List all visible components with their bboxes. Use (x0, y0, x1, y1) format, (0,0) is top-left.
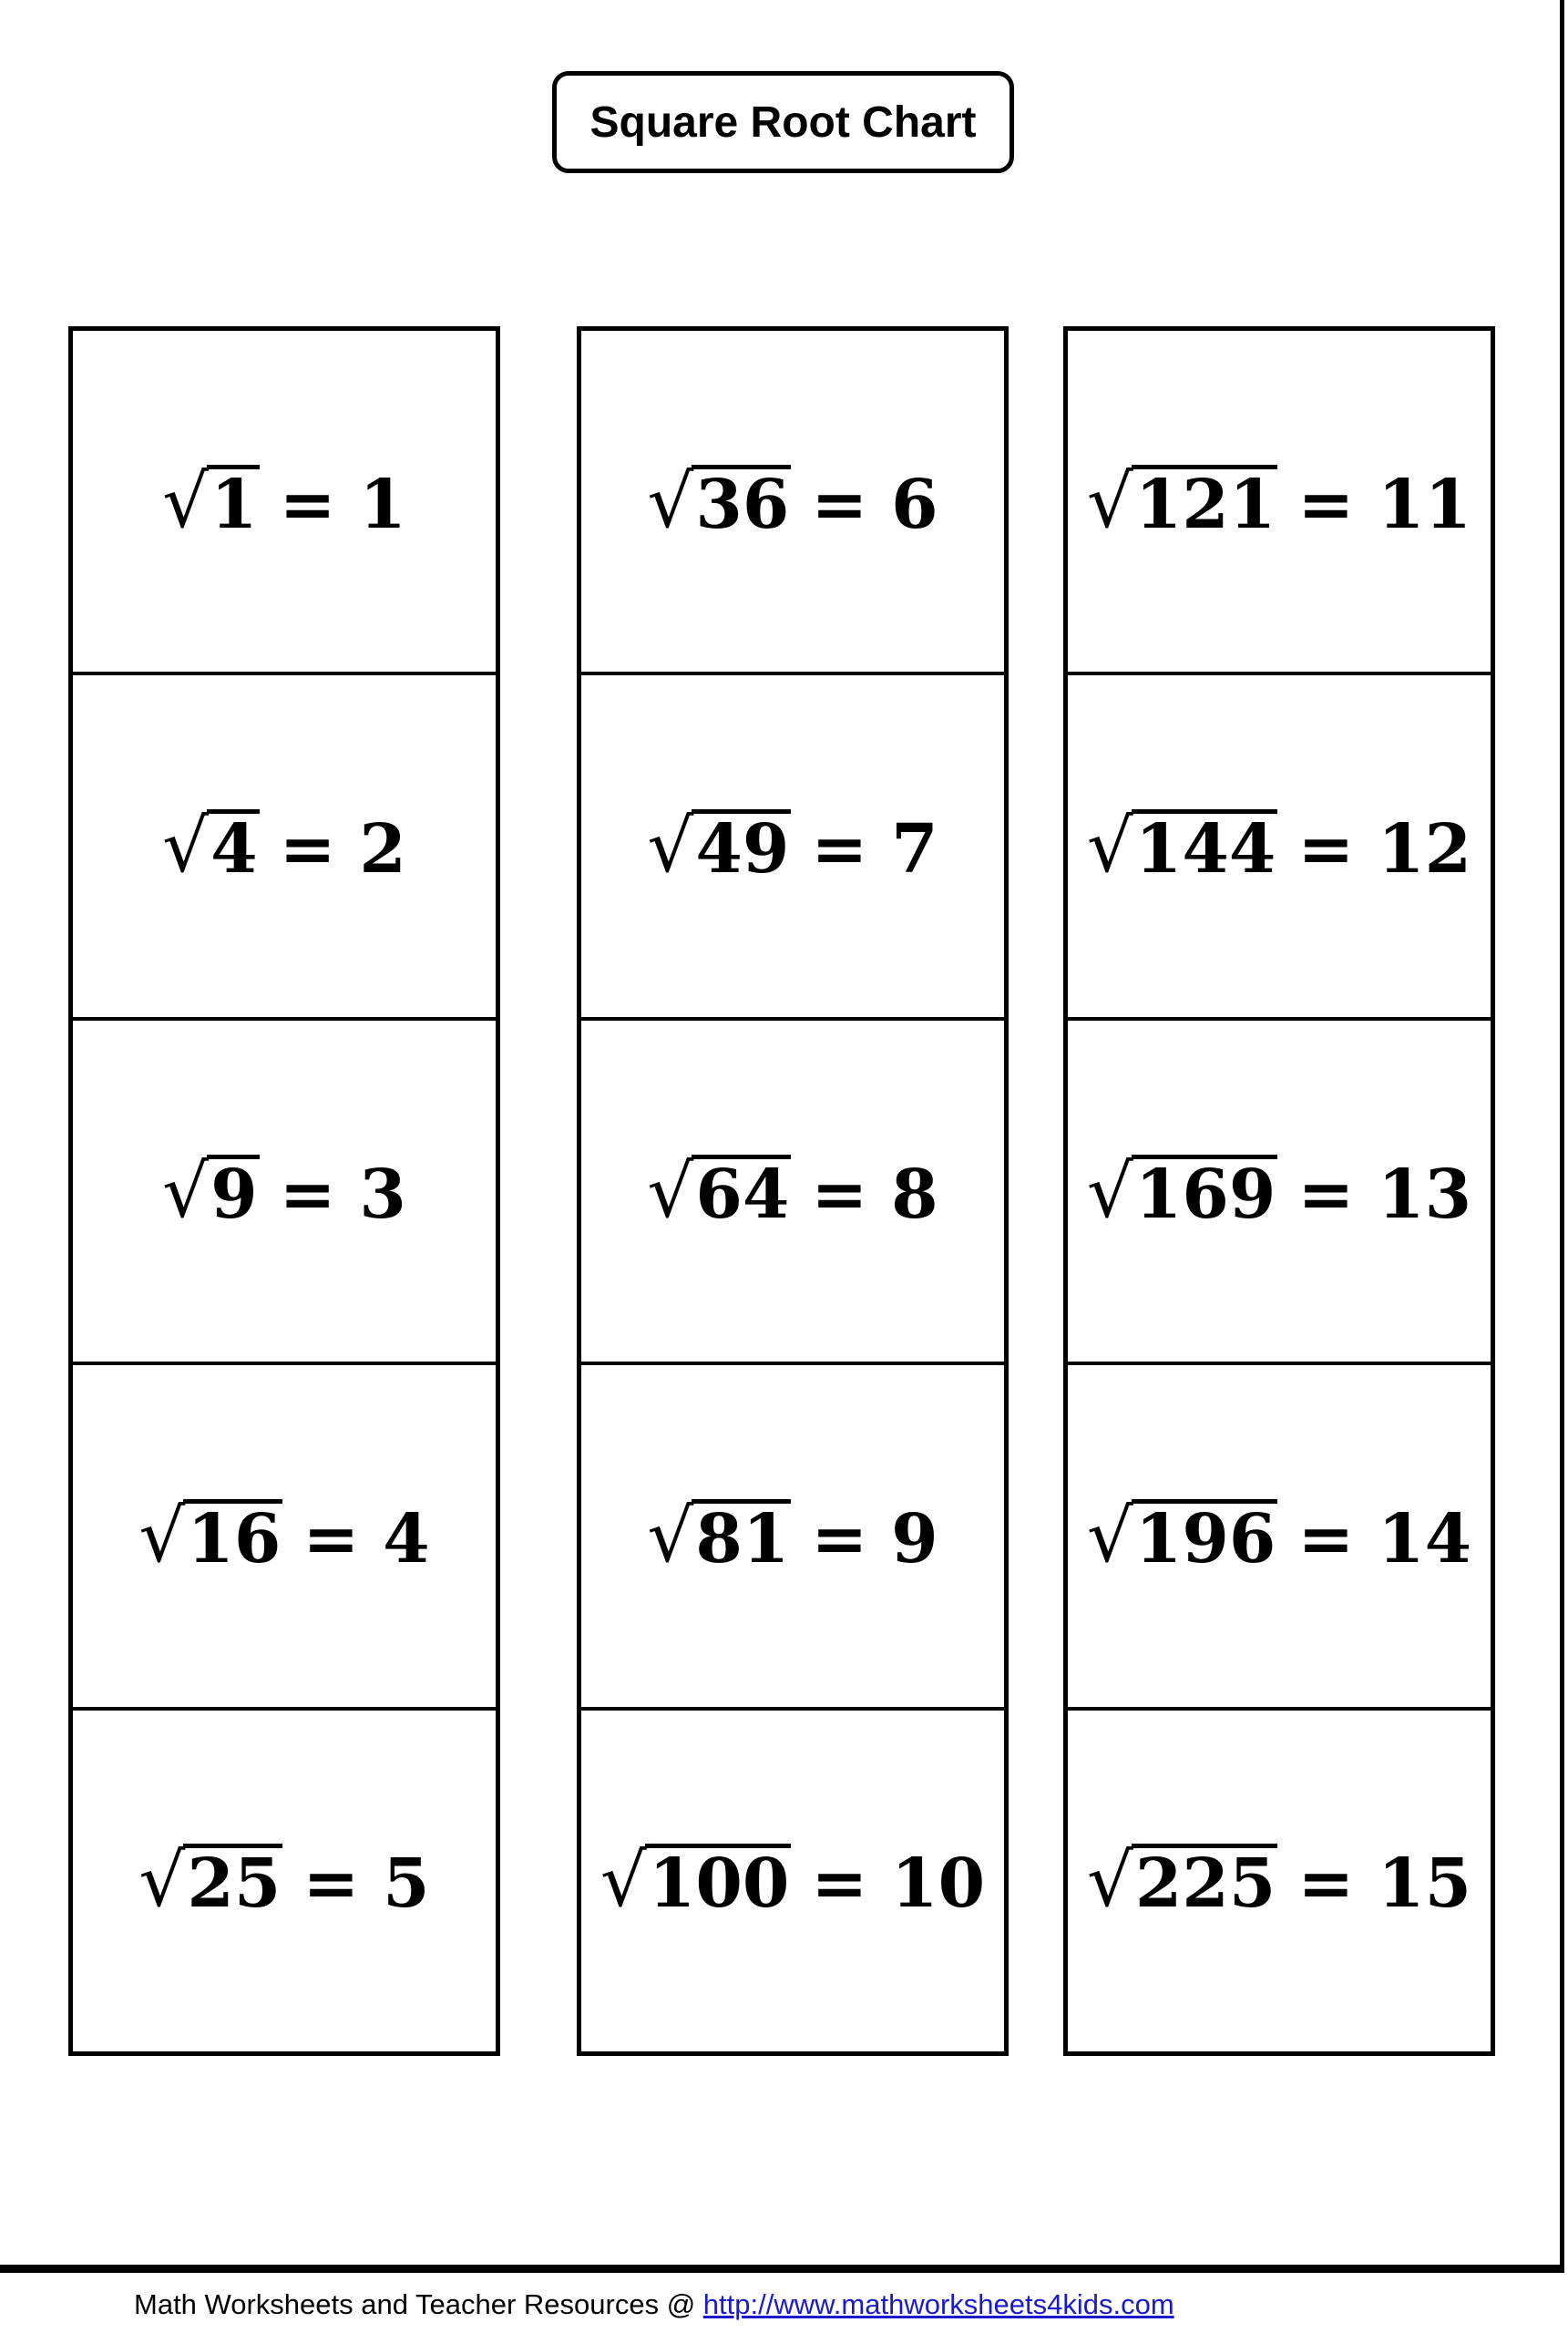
square-root-icon: √ (647, 804, 694, 889)
root-result: = 5 (302, 1845, 430, 1924)
root-equation (162, 1148, 406, 1234)
square-root-icon: √ (647, 1493, 694, 1578)
root-result: = 8 (811, 1155, 938, 1234)
radicand: 100 (645, 1844, 791, 1917)
square-root-icon: √ (1086, 1148, 1133, 1234)
root-cell (1068, 1711, 1491, 2051)
root-equation (138, 1493, 430, 1578)
radicand: 4 (207, 809, 260, 883)
root-equation (600, 1838, 986, 1924)
root-result: = 15 (1297, 1845, 1472, 1924)
footer-credit (134, 2288, 1174, 2321)
footer-link[interactable]: http://www.mathworksheets4kids.com (702, 2288, 1174, 2320)
root-column-1 (68, 326, 500, 2056)
root-equation (1086, 1493, 1472, 1578)
root-result: = 14 (1297, 1499, 1472, 1578)
radicand: 225 (1132, 1844, 1277, 1917)
square-root-icon: √ (1086, 804, 1133, 889)
root-cell (581, 1021, 1004, 1365)
root-result: = 1 (279, 465, 406, 544)
radicand: 81 (692, 1499, 791, 1573)
root-equation (1086, 458, 1472, 544)
square-root-icon: √ (1086, 458, 1133, 544)
root-cell (1068, 1365, 1491, 1710)
root-equation (647, 804, 938, 889)
root-result: = 9 (811, 1499, 938, 1578)
root-cell (581, 1711, 1004, 2051)
root-cell (73, 1711, 496, 2051)
radicand: 169 (1132, 1155, 1277, 1228)
square-root-icon: √ (647, 1148, 694, 1234)
root-result: = 4 (302, 1499, 430, 1578)
square-root-icon: √ (647, 458, 694, 544)
root-equation (1086, 804, 1472, 889)
root-result: = 6 (811, 465, 938, 544)
root-result: = 10 (811, 1845, 986, 1924)
root-column-3 (1063, 326, 1495, 2056)
square-root-icon: √ (1086, 1838, 1133, 1924)
root-equation (162, 804, 406, 889)
root-equation (1086, 1838, 1472, 1924)
root-cell (581, 1365, 1004, 1710)
square-root-icon: √ (162, 458, 210, 544)
root-result: = 7 (811, 810, 938, 889)
root-cell (73, 1021, 496, 1365)
square-root-icon: √ (138, 1493, 186, 1578)
root-result: = 13 (1297, 1155, 1472, 1234)
radicand: 9 (207, 1155, 260, 1228)
root-cell (1068, 331, 1491, 675)
root-equation (647, 1493, 938, 1578)
radicand: 121 (1132, 465, 1277, 539)
root-result: = 2 (279, 810, 406, 889)
square-root-icon: √ (162, 804, 210, 889)
footer-text: Math Worksheets and Teacher Resources @ (134, 2288, 703, 2320)
root-cell (1068, 1021, 1491, 1365)
radicand: 36 (692, 465, 791, 539)
radicand: 16 (183, 1499, 282, 1573)
root-equation (647, 1148, 938, 1234)
square-root-icon: √ (1086, 1493, 1133, 1578)
radicand: 64 (692, 1155, 791, 1228)
radicand: 25 (183, 1844, 282, 1917)
root-equation (138, 1838, 430, 1924)
root-result: = 12 (1297, 810, 1472, 889)
square-root-icon: √ (138, 1838, 186, 1924)
radicand: 196 (1132, 1499, 1277, 1573)
root-cell (581, 675, 1004, 1020)
square-root-icon: √ (600, 1838, 647, 1924)
root-result: = 3 (279, 1155, 406, 1234)
root-cell (73, 675, 496, 1020)
root-column-2 (577, 326, 1009, 2056)
root-equation (1086, 1148, 1472, 1234)
square-root-icon: √ (162, 1148, 210, 1234)
root-equation (162, 458, 406, 544)
root-cell (581, 331, 1004, 675)
root-equation (647, 458, 938, 544)
root-result: = 11 (1297, 465, 1472, 544)
root-cell (73, 1365, 496, 1710)
radicand: 144 (1132, 809, 1277, 883)
radicand: 49 (692, 809, 791, 883)
root-cell (1068, 675, 1491, 1020)
page-title: Square Root Chart (552, 71, 1014, 173)
root-cell (73, 331, 496, 675)
radicand: 1 (207, 465, 260, 539)
